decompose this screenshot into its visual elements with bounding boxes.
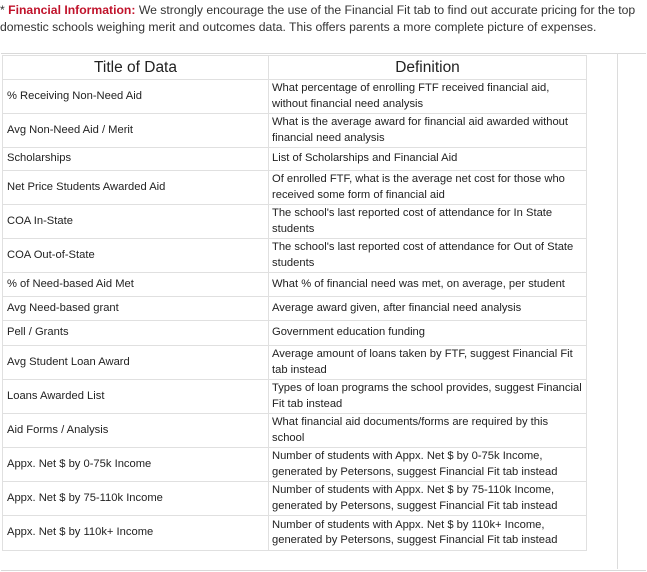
table-row xyxy=(3,171,587,205)
note-label: Financial Information: xyxy=(8,3,136,17)
row-definition: Number of students with Appx. Net $ by 0-75k Income, generated by Petersons, suggest Financial Fit tab instead xyxy=(269,448,587,482)
row-definition: Average award given, after financial need analysis xyxy=(269,297,587,321)
table-row xyxy=(3,114,587,148)
table-row xyxy=(3,482,587,516)
row-definition: The school's last reported cost of attendance for Out of State students xyxy=(269,239,587,273)
table-row xyxy=(3,448,587,482)
row-definition: Of enrolled FTF, what is the average net cost for those who received some form of financial aid xyxy=(269,171,587,205)
table-header-row xyxy=(3,56,587,80)
table-row xyxy=(3,239,587,273)
row-definition: What financial aid documents/forms are required by this school xyxy=(269,414,587,448)
row-title: Pell / Grants xyxy=(3,321,269,346)
table-row xyxy=(3,346,587,380)
row-title: Appx. Net $ by 110k+ Income xyxy=(3,516,269,551)
table-row xyxy=(3,148,587,171)
table-row xyxy=(3,297,587,321)
row-title: Loans Awarded List xyxy=(3,380,269,414)
row-title: Scholarships xyxy=(3,148,269,171)
row-title: COA In-State xyxy=(3,205,269,239)
note-asterisk: * xyxy=(0,3,5,17)
row-definition: Government education funding xyxy=(269,321,587,346)
row-title: Avg Student Loan Award xyxy=(3,346,269,380)
row-title: Avg Non-Need Aid / Merit xyxy=(3,114,269,148)
row-definition: Average amount of loans taken by FTF, suggest Financial Fit tab instead xyxy=(269,346,587,380)
row-definition: What percentage of enrolling FTF received financial aid, without financial need analysis xyxy=(269,80,587,114)
note-text: We strongly encourage the use of the Financial Fit tab to find out accurate pricing for the top domestic schools weighing merit and outcomes data. This offers parents a more complete picture of expenses. xyxy=(0,3,636,34)
table-row xyxy=(3,321,587,346)
row-title: % of Need-based Aid Met xyxy=(3,273,269,297)
column-divider xyxy=(617,53,618,569)
financial-information-note xyxy=(0,2,640,36)
row-title: Aid Forms / Analysis xyxy=(3,414,269,448)
row-definition: The school's last reported cost of attendance for In State students xyxy=(269,205,587,239)
row-definition: Types of loan programs the school provides, suggest Financial Fit tab instead xyxy=(269,380,587,414)
table-row xyxy=(3,273,587,297)
data-definitions-table xyxy=(2,55,587,551)
row-definition: Number of students with Appx. Net $ by 75-110k Income, generated by Petersons, suggest Financial Fit tab instead xyxy=(269,482,587,516)
row-definition: What % of financial need was met, on average, per student xyxy=(269,273,587,297)
row-title: COA Out-of-State xyxy=(3,239,269,273)
row-title: Avg Need-based grant xyxy=(3,297,269,321)
row-title: Appx. Net $ by 75-110k Income xyxy=(3,482,269,516)
header-definition: Definition xyxy=(269,56,587,80)
table-row xyxy=(3,516,587,551)
row-title: % Receiving Non-Need Aid xyxy=(3,80,269,114)
row-definition: List of Scholarships and Financial Aid xyxy=(269,148,587,171)
row-definition: Number of students with Appx. Net $ by 110k+ Income, generated by Petersons, suggest Financial Fit tab instead xyxy=(269,516,587,551)
header-title-of-data: Title of Data xyxy=(3,56,269,80)
row-title: Appx. Net $ by 0-75k Income xyxy=(3,448,269,482)
table-row xyxy=(3,414,587,448)
table-row xyxy=(3,205,587,239)
row-title: Net Price Students Awarded Aid xyxy=(3,171,269,205)
row-definition: What is the average award for financial aid awarded without financial need analysis xyxy=(269,114,587,148)
table-row xyxy=(3,80,587,114)
table-row xyxy=(3,380,587,414)
